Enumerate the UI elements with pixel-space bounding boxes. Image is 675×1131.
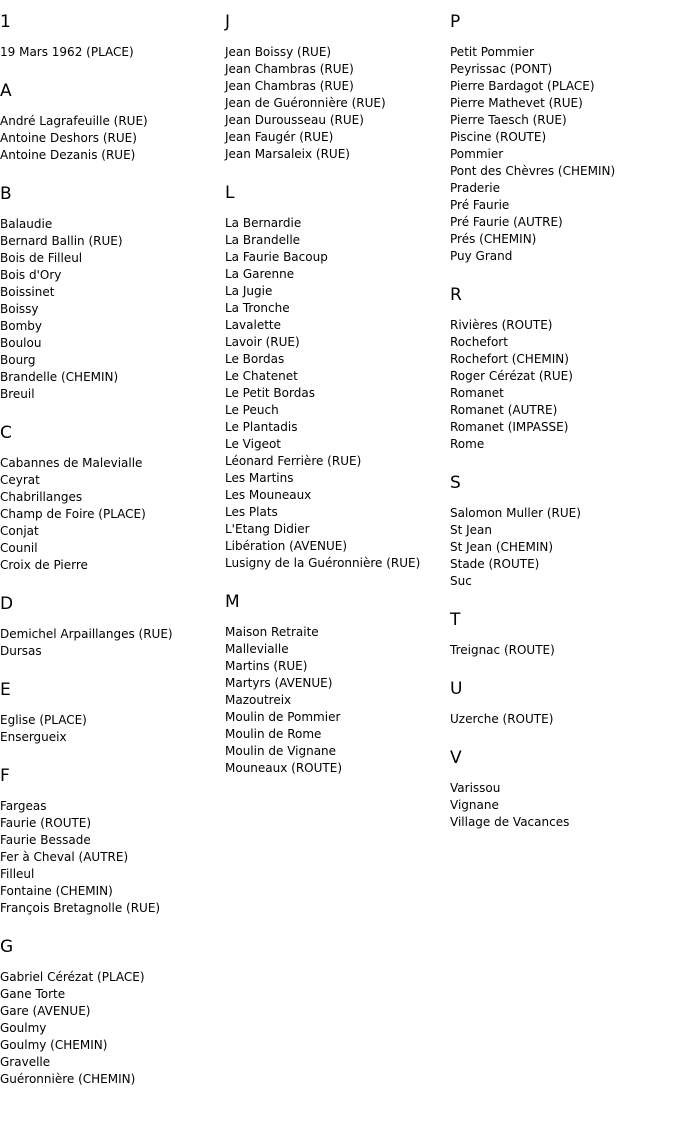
street-link[interactable]: Le Peuch [225, 403, 279, 417]
street-link[interactable]: Goulmy [0, 1021, 47, 1035]
letter-group [225, 181, 450, 572]
street-link[interactable]: Mallevialle [225, 642, 289, 656]
street-link[interactable]: La Bernardie [225, 216, 302, 230]
street-link[interactable]: Pierre Taesch (RUE) [450, 113, 567, 127]
letter-heading: E [0, 680, 11, 700]
street-link[interactable]: St Jean (CHEMIN) [450, 540, 554, 554]
letter-heading: A [0, 81, 12, 101]
letter-group [0, 764, 225, 917]
street-link[interactable]: Ceyrat [0, 473, 40, 487]
street-link[interactable]: Peyrissac (PONT) [450, 62, 553, 76]
street-link[interactable]: Breuil [0, 387, 35, 401]
street-link[interactable]: Boissy [0, 302, 39, 316]
street-link[interactable]: Croix de Pierre [0, 558, 88, 572]
letter-group [0, 592, 225, 660]
street-link[interactable]: Champ de Foire (PLACE) [0, 507, 146, 521]
letter-heading: R [450, 285, 462, 305]
street-link[interactable]: Martyrs (AVENUE) [225, 676, 333, 690]
street-link[interactable]: Libération (AVENUE) [225, 539, 348, 553]
street-link[interactable]: Moulin de Rome [225, 727, 322, 741]
letter-group [0, 10, 225, 61]
street-link[interactable]: Petit Pommier [450, 45, 534, 59]
letter-heading: L [225, 183, 235, 203]
street-link[interactable]: Moulin de Vignane [225, 744, 337, 758]
street-link[interactable]: Stade (ROUTE) [450, 557, 540, 571]
street-link[interactable]: Brandelle (CHEMIN) [0, 370, 119, 384]
letter-heading: D [0, 594, 14, 614]
street-link[interactable]: Demichel Arpaillanges (RUE) [0, 627, 173, 641]
street-link[interactable]: Jean Marsaleix (RUE) [225, 147, 350, 161]
street-link[interactable]: Le Chatenet [225, 369, 298, 383]
street-link[interactable]: Jean de Guéronnière (RUE) [225, 96, 386, 110]
letter-group [0, 182, 225, 403]
street-link[interactable]: Pierre Bardagot (PLACE) [450, 79, 595, 93]
street-link[interactable]: Antoine Dezanis (RUE) [0, 148, 136, 162]
street-link[interactable]: Moulin de Pommier [225, 710, 341, 724]
letter-heading: C [0, 423, 12, 443]
street-link[interactable]: La Brandelle [225, 233, 301, 247]
street-link[interactable]: Maison Retraite [225, 625, 319, 639]
street-link[interactable]: Gane Torte [0, 987, 66, 1001]
letter-group [0, 678, 225, 746]
street-link[interactable]: Ensergueix [0, 730, 67, 744]
street-link[interactable]: Praderie [450, 181, 500, 195]
street-link[interactable]: Puy Grand [450, 249, 513, 263]
street-link[interactable]: Romanet [450, 386, 504, 400]
letter-heading: M [225, 592, 240, 612]
street-link[interactable]: Mazoutreix [225, 693, 292, 707]
letter-heading: P [450, 12, 461, 32]
letter-group [450, 608, 675, 659]
street-link[interactable]: Bois de Filleul [0, 251, 83, 265]
street-link[interactable]: Boulou [0, 336, 42, 350]
street-link[interactable]: Eglise (PLACE) [0, 713, 87, 727]
street-link[interactable]: Counil [0, 541, 38, 555]
letter-heading: T [450, 610, 461, 630]
street-link[interactable]: Lavalette [225, 318, 282, 332]
street-link[interactable]: Jean Chambras (RUE) [225, 62, 354, 76]
letter-group [0, 935, 225, 1088]
street-link[interactable]: Lavoir (RUE) [225, 335, 300, 349]
letter-group [450, 746, 675, 831]
index-column-1 [0, 10, 225, 1106]
street-link[interactable]: Uzerche (ROUTE) [450, 712, 554, 726]
street-link[interactable]: Boissinet [0, 285, 55, 299]
street-link[interactable]: Varissou [450, 781, 501, 795]
street-link[interactable]: 19 Mars 1962 (PLACE) [0, 45, 134, 59]
letter-heading: F [0, 766, 10, 786]
street-link[interactable]: Lusigny de la Guéronnière (RUE) [225, 556, 421, 570]
street-link[interactable]: Gravelle [0, 1055, 51, 1069]
street-link[interactable]: La Faurie Bacoup [225, 250, 328, 264]
street-link[interactable]: Piscine (ROUTE) [450, 130, 547, 144]
street-link[interactable]: Treignac (ROUTE) [450, 643, 555, 657]
street-link[interactable]: Jean Faugér (RUE) [225, 130, 334, 144]
street-link[interactable]: Pierre Mathevet (RUE) [450, 96, 583, 110]
street-link[interactable]: Faurie (ROUTE) [0, 816, 92, 830]
street-link[interactable]: La Garenne [225, 267, 295, 281]
index-column-3 [450, 10, 675, 849]
street-link[interactable]: Village de Vacances [450, 815, 570, 829]
street-link[interactable]: Les Plats [225, 505, 278, 519]
street-link[interactable]: Jean Chambras (RUE) [225, 79, 354, 93]
street-link[interactable]: Bomby [0, 319, 42, 333]
street-link[interactable]: François Bretagnolle (RUE) [0, 901, 161, 915]
street-link[interactable]: Roger Cérézat (RUE) [450, 369, 573, 383]
letter-heading: S [450, 473, 461, 493]
street-link[interactable]: L'Etang Didier [225, 522, 310, 536]
letter-heading: U [450, 679, 463, 699]
street-link[interactable]: Mouneaux (ROUTE) [225, 761, 343, 775]
street-link[interactable]: Bourg [0, 353, 36, 367]
street-link[interactable]: Chabrillanges [0, 490, 83, 504]
letter-group [450, 471, 675, 590]
street-link[interactable]: Rivières (ROUTE) [450, 318, 553, 332]
street-link[interactable]: Le Petit Bordas [225, 386, 315, 400]
letter-group [225, 590, 450, 777]
street-link[interactable]: La Jugie [225, 284, 273, 298]
street-link[interactable]: Fer à Cheval (AUTRE) [0, 850, 129, 864]
street-link[interactable]: Le Vigeot [225, 437, 281, 451]
street-link[interactable]: Pont des Chèvres (CHEMIN) [450, 164, 616, 178]
letter-heading: G [0, 937, 14, 957]
street-link[interactable]: Pré Faurie [450, 198, 510, 212]
letter-heading: V [450, 748, 462, 768]
street-link[interactable]: Dursas [0, 644, 42, 658]
street-link[interactable]: Gare (AVENUE) [0, 1004, 91, 1018]
letter-group [0, 421, 225, 574]
letter-heading: 1 [0, 12, 11, 32]
street-link[interactable]: Fargeas [0, 799, 47, 813]
street-link[interactable]: Le Bordas [225, 352, 285, 366]
street-link[interactable]: Jean Boissy (RUE) [225, 45, 332, 59]
street-link[interactable]: Rochefort [450, 335, 508, 349]
street-link[interactable]: Fontaine (CHEMIN) [0, 884, 113, 898]
letter-group [450, 10, 675, 265]
letter-group [225, 10, 450, 163]
street-link[interactable]: Prés (CHEMIN) [450, 232, 537, 246]
street-link[interactable]: Pommier [450, 147, 504, 161]
street-link[interactable]: Balaudie [0, 217, 53, 231]
street-link[interactable]: Rochefort (CHEMIN) [450, 352, 569, 366]
street-link[interactable]: Salomon Muller (RUE) [450, 506, 581, 520]
street-link[interactable]: Vignane [450, 798, 499, 812]
street-link[interactable]: Cabannes de Malevialle [0, 456, 143, 470]
street-link[interactable]: Jean Durousseau (RUE) [225, 113, 364, 127]
street-link[interactable]: Le Plantadis [225, 420, 298, 434]
street-link[interactable]: Martins (RUE) [225, 659, 308, 673]
street-link[interactable]: Faurie Bessade [0, 833, 91, 847]
street-link[interactable]: Suc [450, 574, 472, 588]
street-link[interactable]: Bernard Ballin (RUE) [0, 234, 123, 248]
street-link[interactable]: Romanet (AUTRE) [450, 403, 558, 417]
letter-heading: J [225, 12, 231, 32]
street-link[interactable]: Conjat [0, 524, 39, 538]
letter-group [450, 283, 675, 453]
street-link[interactable]: Les Martins [225, 471, 294, 485]
street-link[interactable]: Gabriel Cérézat (PLACE) [0, 970, 145, 984]
street-link[interactable]: André Lagrafeuille (RUE) [0, 114, 148, 128]
letter-heading: B [0, 184, 12, 204]
street-link[interactable]: Antoine Deshors (RUE) [0, 131, 137, 145]
street-link[interactable]: Léonard Ferrière (RUE) [225, 454, 362, 468]
letter-group [0, 79, 225, 164]
street-link[interactable]: St Jean [450, 523, 493, 537]
street-link[interactable]: Guéronnière (CHEMIN) [0, 1072, 136, 1086]
street-link[interactable]: Goulmy (CHEMIN) [0, 1038, 108, 1052]
street-link[interactable]: Filleul [0, 867, 35, 881]
street-link[interactable]: Rome [450, 437, 485, 451]
street-link[interactable]: Bois d'Ory [0, 268, 62, 282]
index-column-2 [225, 10, 450, 795]
street-link[interactable]: Romanet (IMPASSE) [450, 420, 569, 434]
street-link[interactable]: Les Mouneaux [225, 488, 312, 502]
street-link[interactable]: La Tronche [225, 301, 290, 315]
letter-group [450, 677, 675, 728]
street-link[interactable]: Pré Faurie (AUTRE) [450, 215, 563, 229]
